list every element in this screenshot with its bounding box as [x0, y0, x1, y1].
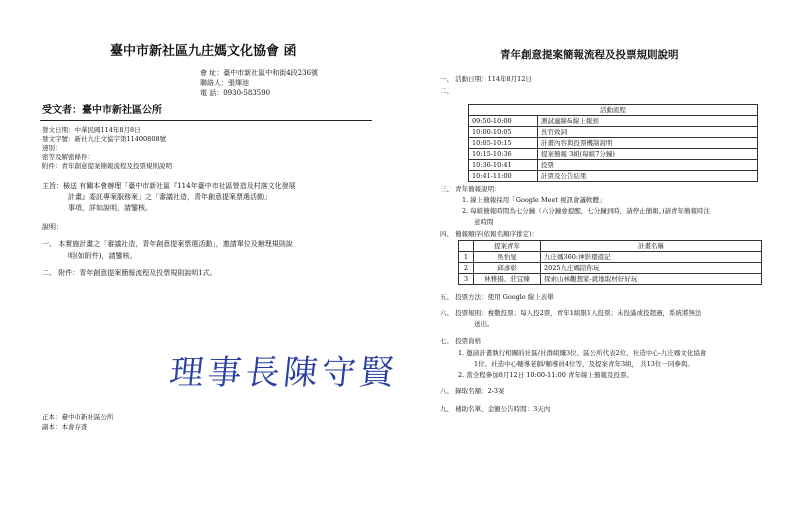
table-row: 10:41-11:00 計票及公告結果: [469, 171, 758, 182]
table-header-row: [469, 105, 758, 116]
section-7-item-1-line-1: 1. 邀請計畫執行相關的社區/社群組織3位、區公所代表2位、社造中心-九庄媽文化協會: [458, 349, 707, 357]
flow-header: 活動流程: [469, 105, 758, 116]
cc-copy: 副本：本會存查: [42, 423, 88, 431]
attachment-line: 附件：青年創意提案簡報流程及投票規則說明: [42, 162, 172, 170]
subject-line-3: 事項，詳如說明，請鑒核。: [68, 204, 152, 212]
chairman-signature-stamp: 理事長陳守賢: [167, 353, 400, 393]
section-3-item-2-line-2: 意時間: [474, 218, 494, 226]
document-number: 發文字號：新社九庄文協字第11400808號: [42, 135, 167, 143]
section-6-line-2: 送出。: [474, 320, 494, 328]
section-2-label: 二、: [440, 87, 453, 95]
table-row: 10:00-10:05 長官致詞: [469, 127, 758, 138]
section-9-announce: 九、 補助名單、金額公告時間：3天內: [440, 405, 551, 413]
table-row: 09:50-10:00 測試連線&線上報到: [469, 116, 758, 127]
letter-title: 臺中市新社區九庄媽文化協會 函: [110, 44, 297, 59]
subject-line-1: 主旨：檢送 有關本會辦理「臺中市新社區『114年臺中市社區營造及村落文化發展: [42, 182, 296, 190]
table-row: 10:05-10:15 計畫內容與投票機制說明: [469, 138, 758, 149]
section-5-voting-method: 五、 投票方法：使用 Google 線上表單: [440, 293, 554, 301]
section-8-quota: 八、 錄取名額：2-3案: [440, 387, 505, 395]
contact-person: 聯絡人：張煇池: [200, 79, 249, 87]
presentation-order-table: [458, 240, 762, 285]
speed-class: 速別：: [42, 144, 62, 152]
explain-label: 說明：: [42, 223, 63, 231]
issue-date: 發文日期：中華民國114年8月8日: [42, 126, 141, 134]
explain-item-1-line-1: 一、 本實施計畫之「審議社造，青年創意提案票選活動」，邀請單位及辦理規則說: [42, 240, 293, 248]
subject-line-2: 計畫』委託專案服務案」之「審議社造，青年創意提案票選活動」: [68, 193, 271, 201]
section-7-item-2: 2. 當全程參加8月12日 10:00-11:00 青年線上簡報及投票。: [458, 371, 633, 379]
recipient: 受文者：臺中市新社區公所: [42, 105, 162, 116]
explain-item-1-line-2: 明(如附件)，請鑒核。: [68, 252, 137, 260]
explain-item-2: 二、 附件：青年創意提案簡報流程及投票規則說明1式。: [42, 269, 217, 277]
org-address: 會 址：臺中市新社區中和街4段236號: [200, 69, 319, 77]
table-row: 1 吳怡旻 九庄媽360:神影環遊記: [459, 252, 762, 263]
phone-number: 電 話：0930-583590: [200, 89, 271, 97]
table-header-row: 提案青年 計畫名稱: [459, 241, 762, 252]
section-3-item-1: 1. 線上簡報採用「Google Meet 視訊會議軟體」: [462, 196, 606, 204]
attachment-title: 青年創意提案簡報流程及投票規則說明: [500, 49, 679, 61]
table-row: 2 邱彥彰 2025九庄媽陪你玩: [459, 263, 762, 274]
section-3-label: 三、 青年簡報說明：: [440, 185, 501, 193]
section-7-item-1-line-2: 1位、社造中心輔導老師/輔導員4位等，及提案青年3組， 共13位一同參與。: [474, 360, 694, 368]
section-1-date: 一、 活動日期：114年8月12日: [440, 75, 532, 83]
section-3-item-2-line-1: 2. 每組簡報時間為七分鐘（六分鐘會提醒，七分鐘到時，請停止簡報。)請青年簡報時注: [462, 207, 711, 215]
section-6-line-1: 六、 投票規則：複數投票；每人投2票，青年1組限1人投票；未投滿或投超過，系統將無法: [440, 309, 702, 317]
table-row: 10:36-10:41 投票: [469, 160, 758, 171]
section-4-label: 四、 簡報順序(依報名順序排定)：: [440, 230, 539, 238]
security-class: 密等及解密條件：: [42, 153, 94, 161]
attachment-page: [400, 0, 800, 518]
table-row: 10:15-10:36 提案簡報 3組(每組7分鐘): [469, 149, 758, 160]
header-divider: [40, 120, 372, 121]
table-row: 3 林雅揚、莊宜臻 探索山林觀想家-就地取材好好玩: [459, 274, 762, 285]
cc-original: 正本：臺中市新社區公所: [42, 413, 114, 421]
section-7-label: 七、 投票資格: [440, 337, 482, 345]
activity-flow-table: [468, 104, 758, 182]
